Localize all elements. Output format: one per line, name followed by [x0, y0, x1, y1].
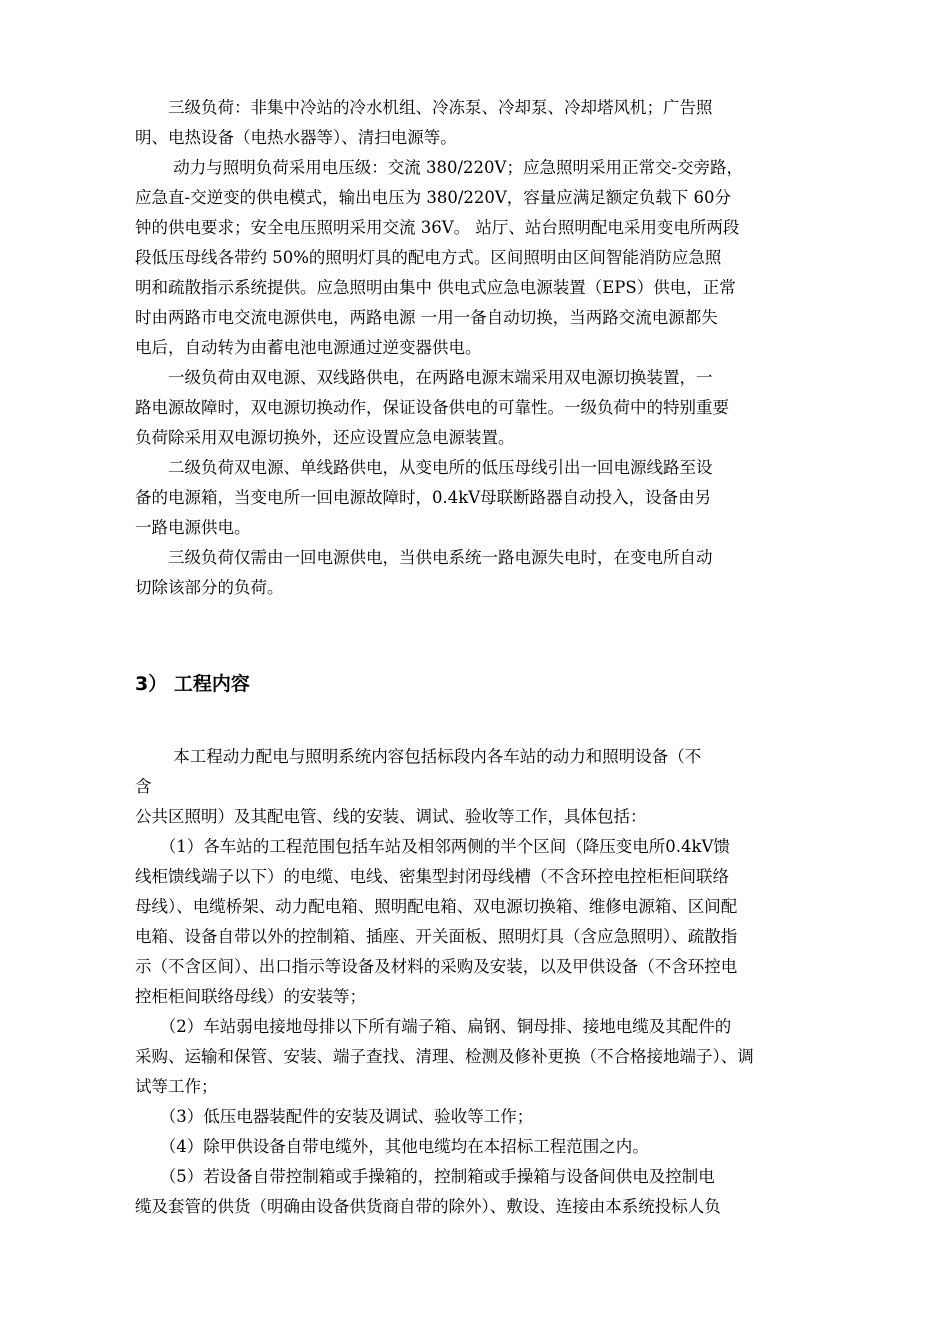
section-heading: 3） 工程内容	[135, 673, 250, 695]
text-line: 含	[135, 777, 152, 796]
text-line: 本工程动力配电与照明系统内容包括标段内各车站的动力和照明设备（不	[135, 747, 702, 766]
text-line: （1）各车站的工程范围包括车站及相邻两侧的半个区间（降压变电所0.4kV馈	[135, 837, 730, 856]
text-line: 明、电热设备（电热水器等）、清扫电源等。	[135, 128, 457, 147]
text-line: 试等工作；	[135, 1077, 218, 1096]
text-line: 动力与照明负荷采用电压级：交流 380/220V；应急照明采用正常交-交旁路，	[135, 158, 744, 177]
text-line: 缆及套管的供货（明确由设备供货商自带的除外）、敷设、连接由本系统投标人负	[135, 1197, 721, 1216]
text-line: 二级负荷双电源、单线路供电，从变电所的低压母线引出一回电源线路至设	[135, 458, 713, 477]
text-line: 采购、运输和保管、安装、端子查找、清理、检测及修补更换（不合格接地端子）、调	[135, 1047, 754, 1066]
text-line: 线柜馈线端子以下）的电缆、电线、密集型封闭母线槽（不含环控电控柜柜间联络	[135, 867, 729, 886]
text-line: 明和疏散指示系统提供。应急照明由集中 供电式应急电源装置（EPS）供电，正常	[135, 278, 736, 297]
text-line: 时由两路市电交流电源供电，两路电源 一用一备自动切换，当两路交流电源都失	[135, 308, 718, 327]
text-line: 段低压母线各带约 50%的照明灯具的配电方式。区间照明由区间智能消防应急照	[135, 248, 722, 267]
text-line: 电箱、设备自带以外的控制箱、插座、开关面板、照明灯具（含应急照明）、疏散指	[135, 927, 738, 946]
text-line: （5）若设备自带控制箱或手操箱的，控制箱或手操箱与设备间供电及控制电	[135, 1167, 715, 1186]
text-line: （3）低压电器装配件的安装及调试、验收等工作；	[135, 1107, 534, 1126]
text-line: 路电源故障时，双电源切换动作，保证设备供电的可靠性。一级负荷中的特别重要	[135, 398, 729, 417]
text-line: 一路电源供电。	[135, 518, 251, 537]
text-line: 电后，自动转为由蓄电池电源通过逆变器供电。	[135, 338, 482, 357]
text-line: 控柜柜间联络母线）的安装等；	[135, 987, 366, 1006]
text-line: 钟的供电要求；安全电压照明采用交流 36V。 站厅、站台照明配电采用变电所两段	[135, 218, 740, 237]
text-line: 母线）、电缆桥架、动力配电箱、照明配电箱、双电源切换箱、维修电源箱、区间配	[135, 897, 738, 916]
text-line: 示（不含区间）、出口指示等设备及材料的采购及安装，以及甲供设备（不含环控电	[135, 957, 738, 976]
text-line: 应急直-交逆变的供电模式，输出电压为 380/220V，容量应满足额定负载下 60分	[135, 188, 732, 207]
text-line: 负荷除采用双电源切换外，还应设置应急电源装置。	[135, 428, 515, 447]
text-line: 一级负荷由双电源、双线路供电，在两路电源末端采用双电源切换装置，一	[135, 368, 713, 387]
text-line: 三级负荷：非集中冷站的冷水机组、冷冻泵、冷却泵、冷却塔风机；广告照	[135, 98, 713, 117]
text-line: （2）车站弱电接地母排以下所有端子箱、扁钢、铜母排、接地电缆及其配件的	[135, 1017, 732, 1036]
text-line: 三级负荷仅需由一回电源供电，当供电系统一路电源失电时，在变电所自动	[135, 548, 713, 567]
text-line: 切除该部分的负荷。	[135, 578, 284, 597]
text-line: 公共区照明）及其配电管、线的安装、调试、验收等工作，具体包括：	[135, 807, 647, 826]
text-line: （4）除甲供设备自带电缆外，其他电缆均在本招标工程范围之内。	[135, 1137, 649, 1156]
text-line: 备的电源箱，当变电所一回电源故障时，0.4kV母联断路器自动投入，设备由另	[135, 488, 712, 507]
